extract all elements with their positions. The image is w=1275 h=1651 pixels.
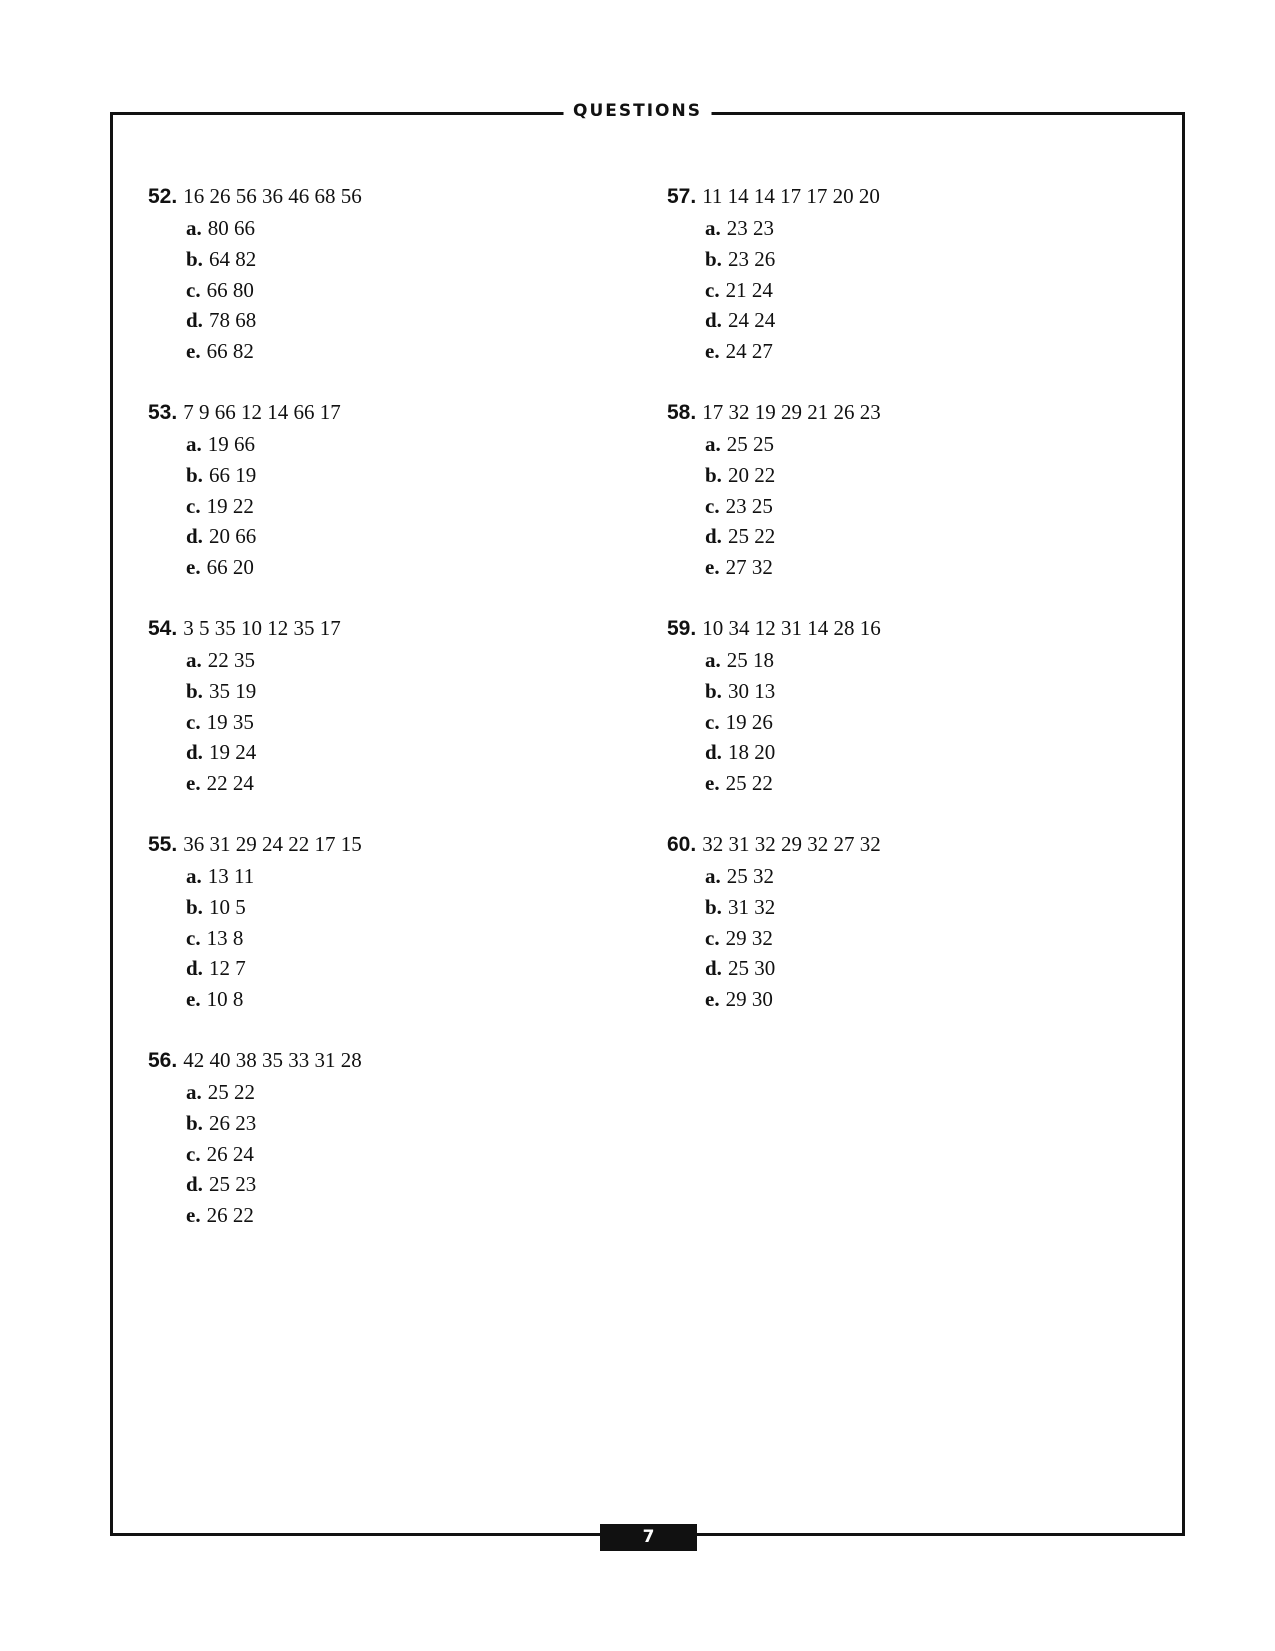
- question-number: 55.: [148, 833, 178, 856]
- option-letter: b.: [186, 894, 203, 919]
- answer-option: [705, 460, 1127, 491]
- option-letter: c.: [186, 709, 201, 734]
- left-column: [148, 180, 608, 1260]
- option-letter: d.: [705, 740, 722, 765]
- option-value: 24 24: [727, 308, 776, 333]
- question-sequence: 16 26 56 36 46 68 56: [183, 184, 362, 208]
- answer-option: [186, 923, 608, 954]
- option-value: 22 24: [206, 771, 254, 796]
- option-value: 29 32: [725, 925, 773, 950]
- answer-option: [186, 737, 608, 768]
- answer-option: [705, 737, 1127, 768]
- option-value: 25 18: [726, 648, 774, 672]
- question-item: [148, 828, 608, 1044]
- option-value: 10 5: [208, 894, 246, 919]
- question-number: 57.: [667, 185, 697, 208]
- question-number: 60.: [667, 833, 697, 856]
- option-value: 19 22: [206, 493, 254, 518]
- option-letter: b.: [705, 678, 722, 703]
- option-value: 13 11: [207, 864, 255, 888]
- question-item: [148, 1044, 608, 1260]
- answer-option: [705, 923, 1127, 954]
- question-item: [148, 180, 608, 396]
- question-number: 53.: [148, 401, 178, 424]
- answer-option: [705, 244, 1127, 275]
- page-number: 7: [600, 1524, 697, 1551]
- option-letter: b.: [705, 894, 722, 919]
- option-letter: c.: [705, 925, 720, 950]
- question-stem: [667, 396, 1127, 429]
- answer-option: [186, 1077, 608, 1108]
- option-letter: d.: [705, 956, 722, 981]
- answer-option: [186, 1169, 608, 1200]
- option-value: 25 22: [727, 524, 776, 549]
- question-stem: [667, 180, 1127, 213]
- option-value: 27 32: [725, 555, 773, 580]
- answer-option: [186, 213, 608, 244]
- option-value: 19 35: [206, 709, 254, 734]
- option-letter: a.: [705, 864, 721, 888]
- answer-options: [148, 1077, 608, 1231]
- answer-option: [186, 953, 608, 984]
- question-sequence: 17 32 19 29 21 26 23: [702, 400, 881, 424]
- question-stem: [148, 828, 608, 861]
- option-value: 26 23: [208, 1110, 257, 1135]
- answer-options: [667, 861, 1127, 1015]
- answer-option: [186, 645, 608, 676]
- option-value: 21 24: [725, 277, 773, 302]
- answer-option: [705, 707, 1127, 738]
- answer-option: [186, 768, 608, 799]
- question-sequence: 42 40 38 35 33 31 28: [183, 1048, 362, 1072]
- option-value: 25 22: [207, 1080, 255, 1104]
- option-value: 25 23: [208, 1172, 257, 1197]
- option-letter: c.: [186, 493, 201, 518]
- option-letter: a.: [186, 216, 202, 240]
- option-value: 26 24: [206, 1141, 254, 1166]
- option-letter: e.: [705, 987, 720, 1012]
- section-title: QUESTIONS: [563, 98, 712, 124]
- answer-options: [667, 213, 1127, 367]
- option-letter: b.: [186, 462, 203, 487]
- answer-option: [705, 213, 1127, 244]
- option-letter: e.: [705, 339, 720, 364]
- option-letter: b.: [186, 1110, 203, 1135]
- option-letter: e.: [186, 1203, 201, 1228]
- answer-option: [186, 305, 608, 336]
- option-letter: a.: [186, 648, 202, 672]
- answer-option: [186, 521, 608, 552]
- option-value: 26 22: [206, 1203, 254, 1228]
- answer-option: [705, 984, 1127, 1015]
- question-stem: [667, 612, 1127, 645]
- answer-option: [186, 460, 608, 491]
- option-letter: a.: [186, 1080, 202, 1104]
- question-item: [667, 396, 1127, 612]
- option-value: 23 25: [725, 493, 773, 518]
- answer-option: [705, 429, 1127, 460]
- option-value: 19 66: [207, 432, 255, 456]
- question-stem: [148, 396, 608, 429]
- question-item: [667, 612, 1127, 828]
- answer-option: [186, 244, 608, 275]
- question-stem: [148, 612, 608, 645]
- answer-option: [705, 676, 1127, 707]
- option-letter: c.: [186, 277, 201, 302]
- answer-option: [186, 336, 608, 367]
- question-number: 58.: [667, 401, 697, 424]
- option-letter: e.: [705, 555, 720, 580]
- answer-option: [186, 707, 608, 738]
- answer-option: [705, 892, 1127, 923]
- answer-option: [705, 491, 1127, 522]
- option-letter: e.: [186, 555, 201, 580]
- question-sequence: 7 9 66 12 14 66 17: [183, 400, 341, 424]
- option-value: 20 22: [727, 462, 776, 487]
- option-letter: e.: [186, 339, 201, 364]
- answer-option: [186, 429, 608, 460]
- option-value: 80 66: [207, 216, 255, 240]
- option-letter: a.: [186, 432, 202, 456]
- option-value: 24 27: [725, 339, 773, 364]
- answer-option: [705, 552, 1127, 583]
- option-letter: c.: [186, 1141, 201, 1166]
- option-letter: e.: [186, 987, 201, 1012]
- option-letter: a.: [705, 216, 721, 240]
- answer-option: [705, 861, 1127, 892]
- answer-options: [148, 213, 608, 367]
- question-number: 54.: [148, 617, 178, 640]
- option-value: 18 20: [727, 740, 776, 765]
- option-value: 23 26: [727, 246, 776, 271]
- option-letter: d.: [186, 1172, 203, 1197]
- answer-option: [186, 861, 608, 892]
- option-value: 19 26: [725, 709, 773, 734]
- question-stem: [667, 828, 1127, 861]
- answer-option: [705, 953, 1127, 984]
- option-value: 23 23: [726, 216, 774, 240]
- option-letter: c.: [705, 709, 720, 734]
- option-letter: d.: [186, 524, 203, 549]
- answer-option: [705, 645, 1127, 676]
- option-letter: d.: [186, 956, 203, 981]
- option-value: 25 30: [727, 956, 776, 981]
- option-value: 35 19: [208, 678, 257, 703]
- answer-option: [186, 676, 608, 707]
- answer-option: [705, 768, 1127, 799]
- option-value: 20 66: [208, 524, 257, 549]
- option-value: 66 20: [206, 555, 254, 580]
- answer-option: [705, 275, 1127, 306]
- option-value: 25 25: [726, 432, 774, 456]
- question-number: 59.: [667, 617, 697, 640]
- option-letter: d.: [186, 740, 203, 765]
- option-value: 31 32: [727, 894, 776, 919]
- answer-options: [148, 429, 608, 583]
- option-value: 29 30: [725, 987, 773, 1012]
- option-letter: a.: [705, 648, 721, 672]
- option-value: 25 32: [726, 864, 774, 888]
- question-stem: [148, 1044, 608, 1077]
- option-letter: b.: [705, 246, 722, 271]
- option-letter: e.: [186, 771, 201, 796]
- option-value: 22 35: [207, 648, 255, 672]
- option-letter: a.: [186, 864, 202, 888]
- question-sequence: 36 31 29 24 22 17 15: [183, 832, 362, 856]
- option-value: 64 82: [208, 246, 257, 271]
- answer-option: [705, 336, 1127, 367]
- option-value: 66 19: [208, 462, 257, 487]
- option-value: 78 68: [208, 308, 257, 333]
- question-sequence: 11 14 14 17 17 20 20: [702, 184, 880, 208]
- option-letter: e.: [705, 771, 720, 796]
- option-letter: c.: [186, 925, 201, 950]
- answer-options: [667, 429, 1127, 583]
- answer-option: [186, 491, 608, 522]
- answer-option: [186, 984, 608, 1015]
- option-letter: b.: [186, 678, 203, 703]
- answer-option: [186, 1139, 608, 1170]
- option-letter: c.: [705, 277, 720, 302]
- question-sequence: 32 31 32 29 32 27 32: [702, 832, 881, 856]
- answer-options: [148, 645, 608, 799]
- answer-option: [186, 1108, 608, 1139]
- answer-option: [186, 1200, 608, 1231]
- option-value: 30 13: [727, 678, 776, 703]
- option-letter: b.: [705, 462, 722, 487]
- question-sequence: 3 5 35 10 12 35 17: [183, 616, 341, 640]
- question-item: [148, 612, 608, 828]
- answer-option: [186, 892, 608, 923]
- question-number: 52.: [148, 185, 178, 208]
- option-letter: a.: [705, 432, 721, 456]
- answer-option: [186, 552, 608, 583]
- answer-option: [186, 275, 608, 306]
- answer-options: [148, 861, 608, 1015]
- option-value: 19 24: [208, 740, 257, 765]
- question-item: [667, 828, 1127, 1044]
- question-item: [667, 180, 1127, 396]
- option-value: 13 8: [206, 925, 244, 950]
- answer-options: [667, 645, 1127, 799]
- option-letter: b.: [186, 246, 203, 271]
- question-number: 56.: [148, 1049, 178, 1072]
- option-value: 66 82: [206, 339, 254, 364]
- question-stem: [148, 180, 608, 213]
- answer-option: [705, 521, 1127, 552]
- question-item: [148, 396, 608, 612]
- option-value: 12 7: [208, 956, 246, 981]
- option-value: 66 80: [206, 277, 254, 302]
- option-value: 25 22: [725, 771, 773, 796]
- question-sequence: 10 34 12 31 14 28 16: [702, 616, 881, 640]
- option-value: 10 8: [206, 987, 244, 1012]
- answer-option: [705, 305, 1127, 336]
- right-column: [667, 180, 1127, 1044]
- option-letter: d.: [705, 308, 722, 333]
- option-letter: d.: [705, 524, 722, 549]
- option-letter: c.: [705, 493, 720, 518]
- option-letter: d.: [186, 308, 203, 333]
